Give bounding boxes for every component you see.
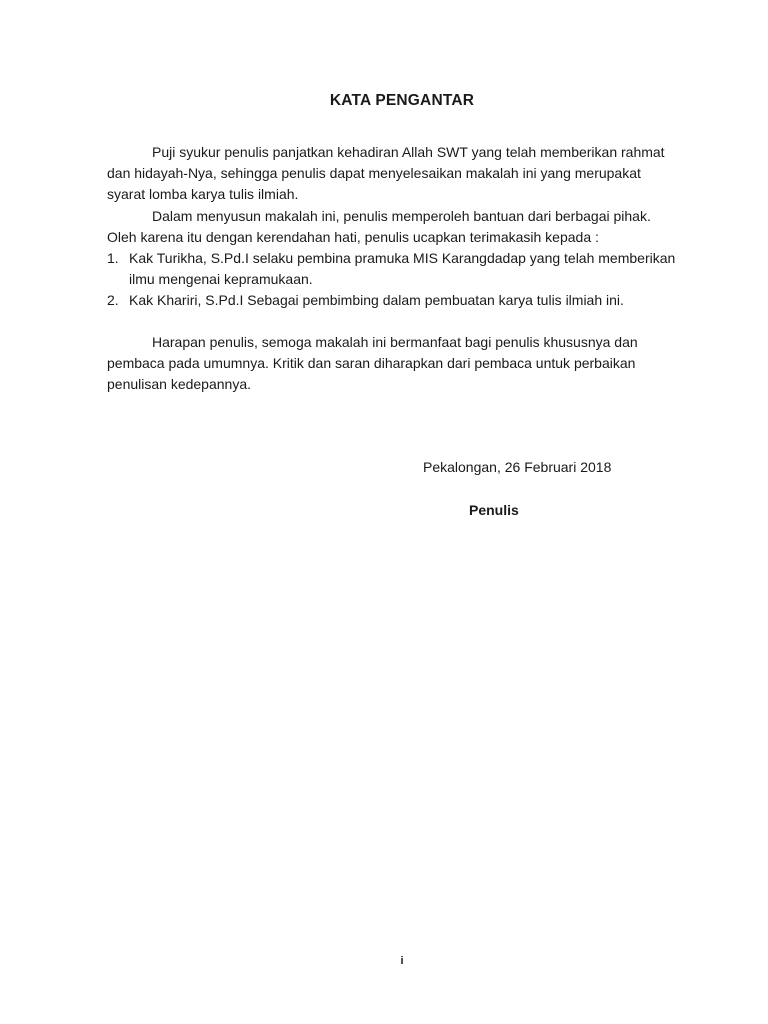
list-item — [107, 290, 682, 311]
list-item — [107, 248, 682, 290]
paragraph-spacer — [107, 312, 682, 332]
page-number: i — [400, 955, 404, 967]
paragraph-acknowledgement: Dalam menyusun makalah ini, penulis memperoleh bantuan dari berbagai pihak. Oleh karena itu dengan kerendahan hati, penulis ucapkan terimakasih kepada : — [107, 207, 651, 245]
list-item-text: Kak Khariri, S.Pd.I Sebagai pembimbing dalam pembuatan karya tulis ilmiah ini. — [129, 292, 624, 309]
list-item-number: 1. — [107, 250, 119, 267]
list-item-number: 2. — [107, 292, 119, 309]
list-item-text: Kak Turikha, S.Pd.I selaku pembina pramuka MIS Karangdadap yang telah memberikan ilmu mengenai kepramukaan. — [129, 250, 676, 288]
place-date: Pekalongan, 26 Februari 2018 — [423, 459, 612, 475]
paragraph-closing: Harapan penulis, semoga makalah ini bermanfaat bagi penulis khususnya dan pembaca pada umumnya. Kritik dan saran diharapkan dari pembaca untuk perbaikan penulisan kedepannya. — [107, 333, 638, 393]
thanks-list — [107, 248, 682, 312]
paragraph-opening: Puji syukur penulis panjatkan kehadiran Allah SWT yang telah memberikan rahmat dan hidayah-Nya, sehingga penulis dapat menyelesaikan makalah ini yang merupakat syarat lomba karya tulis ilmiah. — [107, 144, 665, 203]
page-title: KATA PENGANTAR — [329, 92, 475, 109]
body-text — [107, 142, 682, 395]
author-signature: Penulis — [469, 502, 519, 518]
